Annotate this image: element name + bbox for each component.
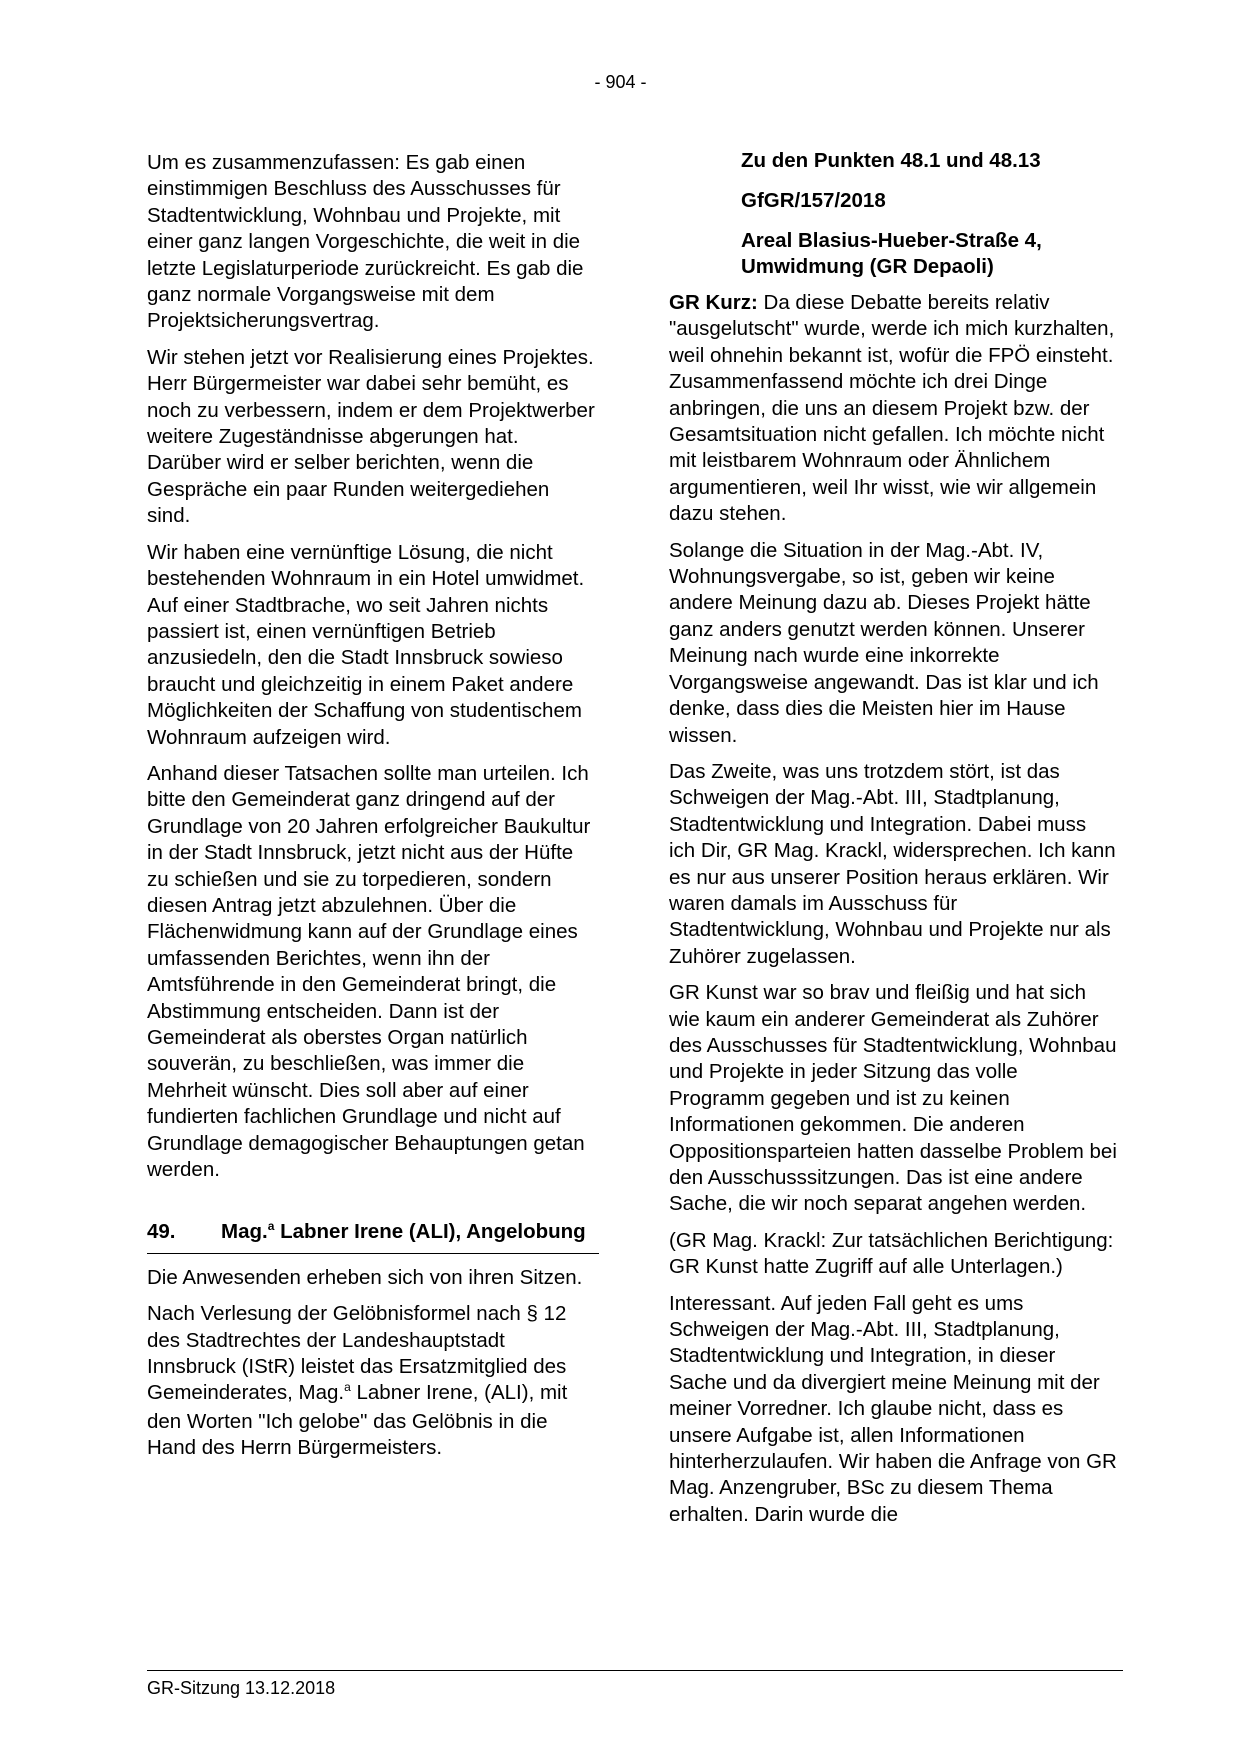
paragraph: Anhand dieser Tatsachen sollte man urteilen. Ich bitte den Gemeinderat ganz dringend auf der Grundlage von 20 Jahren erfolgreicher Baukultur in der Stadt Innsbruck, jetzt nicht aus der Hüfte zu schießen und sie zu torpedieren, sondern diesen Antrag jetzt abzulehnen. Über die Flächenwidmung kann auf der Grundlage eines umfassenden Berichtes, wenn ihn der Amtsführende in den Gemeinderat bringt, die Abstimmung entscheiden. Dann ist der Gemeinderat als oberstes Organ natürlich souverän, zu beschließen, was immer die Mehrheit wünscht. Dies soll aber auf einer fundierten fachlichen Grundlage und nicht auf Grundlage demagogischer Behauptungen getan werden. [147, 761, 591, 1182]
paragraph: Interessant. Auf jeden Fall geht es ums Schweigen der Mag.-Abt. III, Stadtplanung, Stadtentwicklung und Integration, in dieser Sache und da divergiert meine Meinung mit der meiner Vorredner. Ich glaube nicht, dass es unsere Aufgabe ist, allen Informationen hinterherzulaufen. Wir haben die Anfrage von GR Mag. Anzengruber, BSc zu diesem Thema erhalten. Darin wurde die [669, 1291, 1117, 1526]
paragraph: GR Kunst war so brav und fleißig und hat sich wie kaum ein anderer Gemeinderat als Zuhörer des Ausschusses für Stadtentwicklung, Wohnbau und Projekte in jeder Sitzung das volle Programm gegeben und ist zu keinen Informationen gekommen. Die anderen Oppositionsparteien hatten dasselbe Problem bei den Ausschusssitzungen. Das ist eine andere Sache, die wir noch separat angehen werden. [669, 981, 1117, 1216]
paragraph: Wir haben eine vernünftige Lösung, die nicht bestehenden Wohnraum in ein Hotel umwidmet. Auf einer Stadtbrache, wo seit Jahren nichts passiert ist, einen vernünftigen Betrieb anzusiedeln, den die Stadt Innsbruck sowieso braucht und gleichzeitig in einem Paket andere Möglichkeiten der Schaffung von studentischem Wohnraum aufzeigen wird. [147, 540, 585, 749]
paragraph: (GR Mag. Krackl: Zur tatsächlichen Berichtigung: GR Kunst hatte Zugriff auf alle Unterlagen.) [669, 1228, 1114, 1279]
footer-text: GR-Sitzung 13.12.2018 [147, 1678, 336, 1698]
left-column [147, 150, 595, 1472]
section-heading: Areal Blasius-Hueber-Straße 4, Umwidmung (GR Depaoli) [741, 229, 1042, 278]
paragraph [147, 1301, 595, 1461]
title-rest: Labner Irene (ALI), Angelobung [274, 1220, 586, 1244]
paragraph: Das Zweite, was uns trotzdem stört, ist das Schweigen der Mag.-Abt. III, Stadtplanung, Stadtentwicklung und Integration. Dabei muss ich Dir, GR Mag. Krackl, widersprechen. Ich kann es nur aus unserer Position heraus erklären. Wir waren damals im Ausschuss für Stadtentwicklung, Wohnbau und Projekte nur als Zuhörer zugelassen. [669, 759, 1116, 968]
speaker-text: Da diese Debatte bereits relativ "ausgelutscht" wurde, werde ich mich kurzhalten, weil ohnehin bekannt ist, wofür die FPÖ einsteht. Zusammenfassend möchte ich drei Dinge anbringen, die uns an diesem Projekt bzw. der Gesamtsituation nicht gefallen. Ich möchte nicht mit leistbarem Wohnraum oder Ähnlichem argumentieren, weil Ihr wisst, wie wir allgemein dazu stehen. [669, 291, 1115, 526]
paragraph [669, 290, 1117, 528]
page-number: - 904 - [594, 72, 647, 92]
paragraph: Solange die Situation in der Mag.-Abt. IV, Wohnungsvergabe, so ist, geben wir keine andere Meinung dazu ab. Dieses Projekt hätte ganz anders genutzt werden können. Unserer Meinung nach wurde eine inkorrekte Vorgangsweise angewandt. Das ist klar und ich denke, dass dies die Meisten hier im Hause wissen. [669, 538, 1099, 747]
agenda-item-number: 49. [147, 1220, 176, 1244]
footer-divider [147, 1670, 1123, 1671]
title-superscript: a [267, 1219, 275, 1234]
right-column [669, 148, 1117, 1538]
section-heading: GfGR/157/2018 [741, 189, 886, 212]
section-heading: Zu den Punkten 48.1 und 48.13 [741, 149, 1041, 172]
paragraph: Wir stehen jetzt vor Realisierung eines Projektes. Herr Bürgermeister war dabei sehr bemüht, es noch zu verbessern, indem er dem Projektwerber weitere Zugeständnisse abgerungen hat. Darüber wird er selber berichten, wenn die Gespräche ein paar Runden weitergediehen sind. [147, 345, 595, 528]
text-part: Nach Verlesung der Gelöbnisformel nach § 12 des Stadtrechtes der Landeshauptstadt Innsbruck (IStR) leistet das Ersatzmitglied des Gemeinderates, Mag. [147, 1302, 567, 1405]
paragraph: Die Anwesenden erheben sich von ihren Sitzen. [147, 1265, 583, 1289]
text-part: Labner Irene, (ALI), mit den Worten "Ich gelobe" das Gelöbnis in die Hand des Herrn Bürgermeisters. [147, 1381, 568, 1460]
agenda-item-heading [147, 1219, 599, 1253]
speaker-name: GR Kurz: [669, 291, 758, 314]
agenda-item-title [221, 1219, 599, 1247]
title-prefix: Mag. [221, 1220, 268, 1244]
text-superscript: a [344, 1380, 351, 1395]
paragraph: Um es zusammenzufassen: Es gab einen einstimmigen Beschluss des Ausschusses für Stadtentwicklung, Wohnbau und Projekte, mit einer ganz langen Vorgeschichte, die weit in die letzte Legislaturperiode zurückreicht. Es gab die ganz normale Vorgangsweise mit dem Projektsicherungsvertrag. [147, 151, 584, 333]
